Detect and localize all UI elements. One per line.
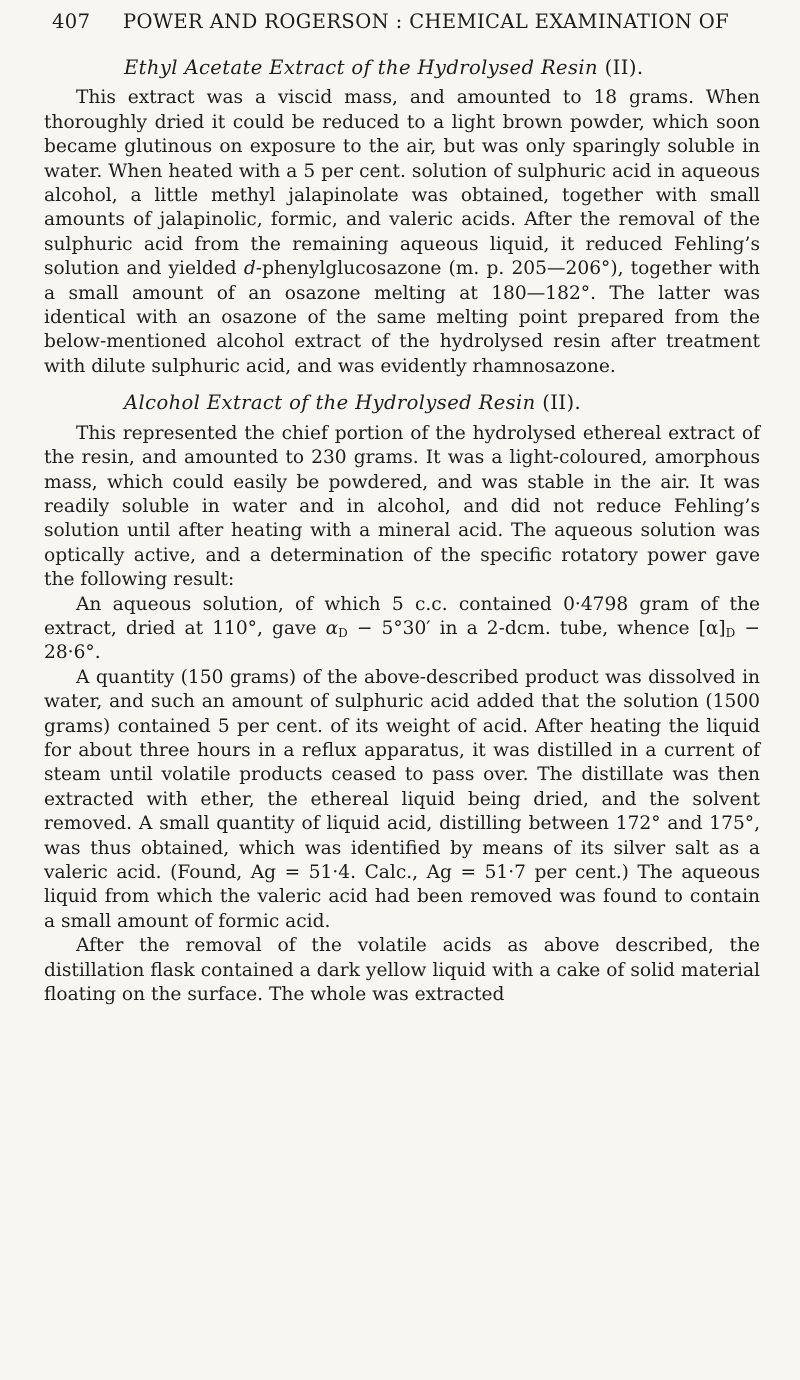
section-heading-text: Ethyl Acetate Extract of the Hydrolysed Resin [124, 56, 598, 79]
section-heading-suffix: (II). [542, 391, 582, 415]
paragraph-rotation: An aqueous solution, of which 5 c.c. contained 0·4798 gram of the extract, dried at 110°, gave $\alpha_D - 5^\circ 30'$ in a 2-dcm. tube, whence $[\alpha]_D - 28\cdot 6^\circ$. [44, 593, 760, 664]
section-heading-suffix: (II). [604, 56, 644, 79]
page-number: 407 [52, 10, 91, 33]
paragraph-alcohol-extract: This represented the chief portion of the hydrolysed ethereal extract of the resin, and amounted to 230 grams. It was a light-coloured, amorphous mass, which could easily be powdered, and was stable in the air. It was readily soluble in water and in alcohol, and did not reduce Fehling’s solution until after heating with a mineral acid. The aqueous solution was optically active, and a determination of the specific rotatory power gave the following result: [44, 422, 760, 591]
paragraph-distillation: After the removal of the volatile acids as above described, the distillation flask contained a dark yellow liquid with a cake of solid material floating on the surface. The whole was extracted [44, 935, 760, 1006]
section-heading-alcohol [124, 391, 760, 415]
paragraph-ethyl-acetate: This extract was a viscid mass, and amounted to 18 grams. When thoroughly dried it could be reduced to a light brown powder, which soon became glutinous on exposure to the air, but was only sparingly soluble in water. When heated with a 5 per cent. solution of sulphuric acid in aqueous alcohol, a little methyl jalapinolate was obtained, together with small amounts of jalapinolic, formic, and valeric acids. After the removal of the sulphuric acid from the remaining aqueous liquid, it reduced Fehling’s solution and yielded d-phenylglucosazone (m. p. 205—206°), together with a small amount of an osazone melting at 180—182°. The latter was identical with an osazone of the same melting point prepared from the below-mentioned alcohol extract of the hydrolysed resin after treatment with dilute sulphuric acid, and was evidently rhamnosazone. [44, 87, 760, 377]
section-heading-ethyl-acetate [124, 56, 760, 80]
running-header [52, 10, 752, 33]
section-heading-text: Alcohol Extract of the Hydrolysed Resin [124, 391, 536, 415]
paragraph-hydrolysis: A quantity (150 grams) of the above-described product was dissolved in water, and such an amount of sulphuric acid added that the solution (1500 grams) contained 5 per cent. of its weight of acid. After heating the liquid for about three hours in a reflux apparatus, it was distilled in a current of steam until volatile products ceased to pass over. The distillate was then extracted with ether, the ethereal liquid being dried, and the solvent removed. A small quantity of liquid acid, distilling between 172° and 175°, was thus obtained, which was identified by means of its silver salt as a valeric acid. (Found, Ag = 51·4. Calc., Ag = 51·7 per cent.) The aqueous liquid from which the valeric acid had been removed was found to contain a small amount of formic acid. [44, 666, 760, 932]
running-title: POWER AND ROGERSON : CHEMICAL EXAMINATION OF [123, 10, 730, 33]
page-body [44, 56, 760, 1007]
